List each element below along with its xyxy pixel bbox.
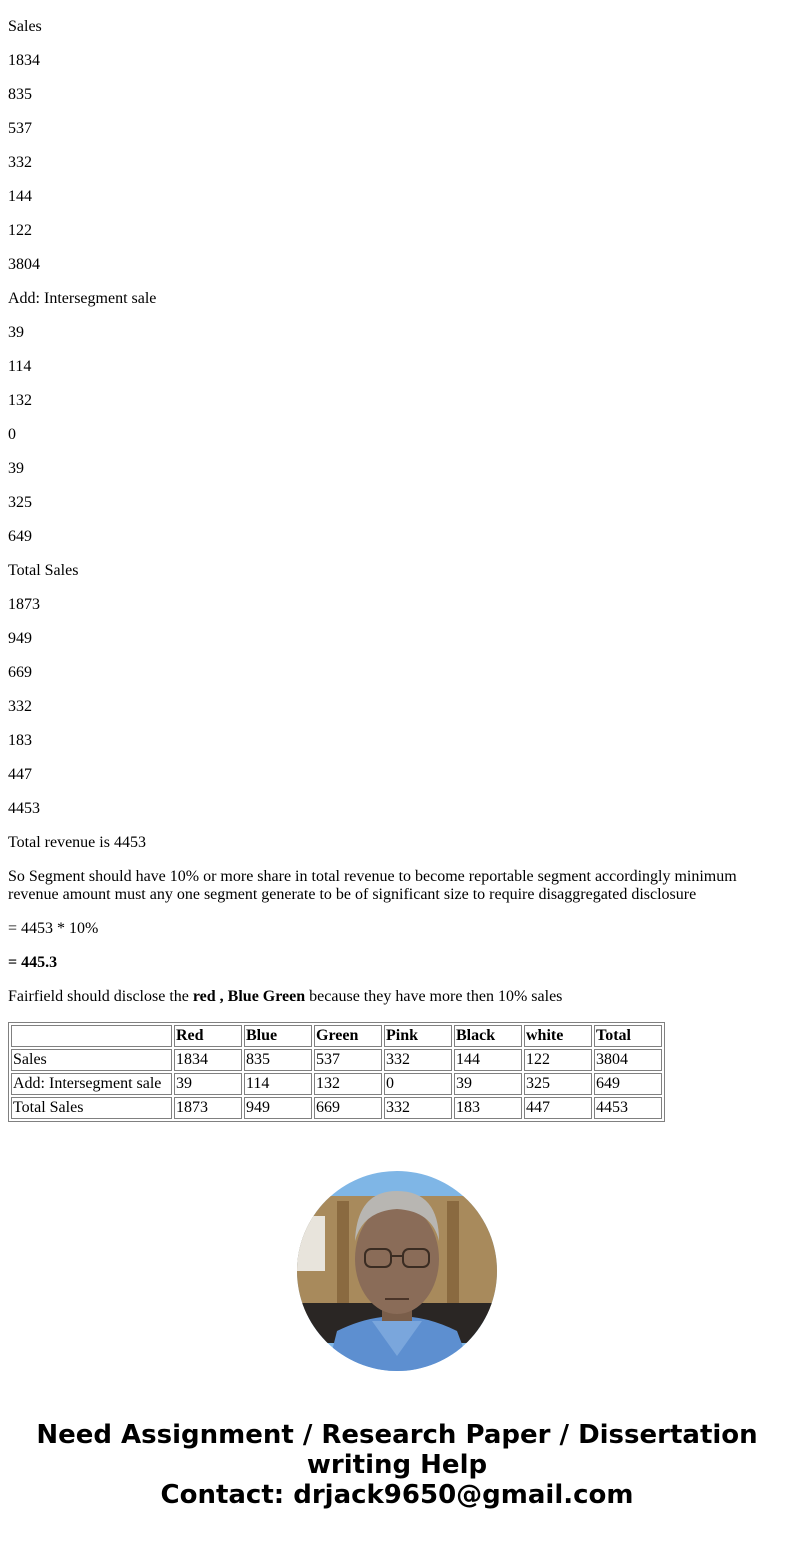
total-sales-label: Total Sales [8, 562, 79, 579]
calculation-text: = 4453 * 10% [8, 920, 99, 937]
intersegment-value: 114 [8, 358, 32, 375]
total-sales-value: 669 [8, 664, 32, 681]
sales-value: 537 [8, 120, 32, 137]
table-header-cell: Pink [384, 1025, 452, 1047]
table-cell: 835 [244, 1049, 312, 1071]
promo-contact: Contact: drjack9650@gmail.com [160, 1480, 634, 1510]
sales-value: 144 [8, 188, 32, 205]
document-body [0, 18, 794, 1122]
result-text [8, 954, 786, 972]
conclusion-prefix: Fairfield should disclose the [8, 988, 193, 1005]
sales-value: 835 [8, 86, 32, 103]
contact-banner [0, 1420, 794, 1510]
intersegment-value: 39 [8, 460, 24, 477]
table-header-row [11, 1025, 662, 1047]
table-cell: 0 [384, 1073, 452, 1095]
intersegment-value: 132 [8, 392, 32, 409]
segment-table [8, 1022, 665, 1122]
table-header-cell: Total [594, 1025, 662, 1047]
table-cell: Total Sales [11, 1097, 172, 1119]
sales-label: Sales [8, 18, 42, 35]
intersegment-value: 649 [8, 528, 32, 545]
table-cell: 1873 [174, 1097, 242, 1119]
promo-line-2: writing Help [306, 1450, 488, 1480]
intersegment-label: Add: Intersegment sale [8, 290, 157, 307]
table-cell: 649 [594, 1073, 662, 1095]
portrait-illustration [297, 1171, 497, 1371]
sales-value: 3804 [8, 256, 40, 273]
intersegment-value: 0 [8, 426, 16, 443]
total-sales-value: 447 [8, 766, 32, 783]
sales-value: 122 [8, 222, 32, 239]
intersegment-value: 325 [8, 494, 32, 511]
table-header-cell: Blue [244, 1025, 312, 1047]
table-cell: 4453 [594, 1097, 662, 1119]
table-row [11, 1049, 662, 1071]
conclusion-suffix: because they have more then 10% sales [305, 988, 563, 1005]
table-cell: Add: Intersegment sale [11, 1073, 172, 1095]
table-cell: 122 [524, 1049, 592, 1071]
table-cell: 132 [314, 1073, 382, 1095]
table-cell: 39 [454, 1073, 522, 1095]
table-cell: 332 [384, 1097, 452, 1119]
table-cell: 183 [454, 1097, 522, 1119]
promo-line-1: Need Assignment / Research Paper / Dissertation [36, 1420, 758, 1450]
table-header-cell: white [524, 1025, 592, 1047]
sales-value: 1834 [8, 52, 40, 69]
table-row [11, 1097, 662, 1119]
table-cell: 3804 [594, 1049, 662, 1071]
total-sales-value: 4453 [8, 800, 40, 817]
sales-value: 332 [8, 154, 32, 171]
total-sales-value: 949 [8, 630, 32, 647]
table-cell: 332 [384, 1049, 452, 1071]
table-header-cell: Black [454, 1025, 522, 1047]
table-cell: 114 [244, 1073, 312, 1095]
conclusion-segments: red , Blue Green [192, 988, 306, 1005]
table-cell: Sales [11, 1049, 172, 1071]
table-row [11, 1073, 662, 1095]
table-cell: 325 [524, 1073, 592, 1095]
table-header-cell: Red [174, 1025, 242, 1047]
table-cell: 1834 [174, 1049, 242, 1071]
total-revenue-text: Total revenue is 4453 [8, 834, 146, 851]
explanation-text: So Segment should have 10% or more share in total revenue to become reportable segment accordingly minimum revenue amount must any one segment generate to be of significant size to require disaggregated disclosure [8, 868, 737, 903]
conclusion-text [8, 988, 786, 1006]
table-cell: 949 [244, 1097, 312, 1119]
table-header-cell [11, 1025, 172, 1047]
total-sales-value: 1873 [8, 596, 40, 613]
author-avatar [297, 1171, 497, 1371]
intersegment-value: 39 [8, 324, 24, 341]
table-cell: 669 [314, 1097, 382, 1119]
total-sales-value: 183 [8, 732, 32, 749]
total-sales-value: 332 [8, 698, 32, 715]
table-cell: 537 [314, 1049, 382, 1071]
result-value: = 445.3 [8, 954, 58, 971]
table-header-cell: Green [314, 1025, 382, 1047]
table-cell: 39 [174, 1073, 242, 1095]
table-cell: 144 [454, 1049, 522, 1071]
table-cell: 447 [524, 1097, 592, 1119]
